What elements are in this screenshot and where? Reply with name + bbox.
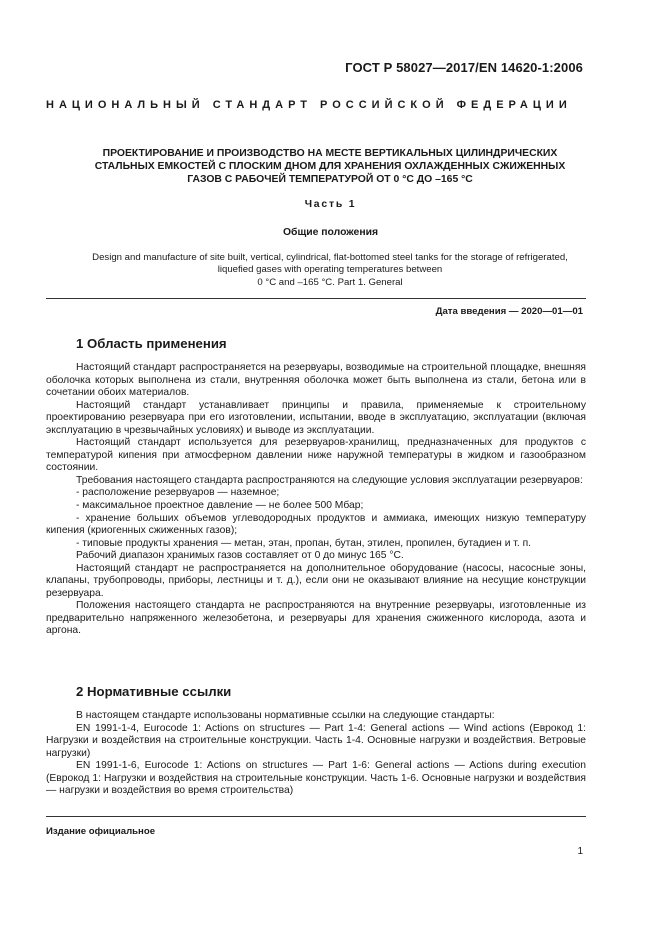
page-number: 1 [577,846,583,857]
paragraph: Настоящий стандарт устанавливает принципы и правила, применяемые к строительному проектированию резервуара при его изготовлении, испытании, вводе в эксплуатацию, эксплуатации (включая эксплуатацию в чрезвычайных условиях) и выводе из эксплуатации. [46,399,586,436]
title-line: ГАЗОВ С РАБОЧЕЙ ТЕМПЕРАТУРОЙ ОТ 0 °С ДО –165 °С [187,174,473,185]
list-item: - расположение резервуаров — наземное; [76,487,280,499]
section-1-body [46,362,586,638]
paragraph: Положения настоящего стандарта не распространяются на внутренние резервуары, изготовленные из предварительно напряженного железобетона, и резервуары для хранения сжиженного кислорода, азота и аргона. [46,600,586,637]
paragraph: Настоящий стандарт не распространяется на дополнительное оборудование (насосы, насосные зоны, клапаны, трубопроводы, приборы, лестницы и т. д.), если они не оказывают влияние на несущие конструкции резервуара. [46,562,586,599]
part-label: Часть 1 [304,199,357,210]
paragraph: Настоящий стандарт распространяется на резервуары, возводимые на строительной площадке, внешняя оболочка которых выполнена из стали, внутренняя оболочка может быть выполнена из стали, бетона или в сочетании обоих материалов. [46,362,586,399]
title-line: СТАЛЬНЫХ ЕМКОСТЕЙ С ПЛОСКИМ ДНОМ ДЛЯ ХРАНЕНИЯ ОХЛАЖДЕННЫХ СЖИЖЕННЫХ [94,161,566,172]
list-item: - максимальное проектное давление — не более 500 Мбар; [76,500,364,512]
subtitle: Общие положения [282,227,379,238]
title-line: ПРОЕКТИРОВАНИЕ И ПРОИЗВОДСТВО НА МЕСТЕ ВЕРТИКАЛЬНЫХ ЦИЛИНДРИЧЕСКИХ [102,148,558,159]
section-heading: 1 Область применения [76,336,227,351]
standard-code: ГОСТ Р 58027—2017/EN 14620-1:2006 [345,60,583,75]
english-title-line: liquefied gases with operating temperatures between [217,264,443,276]
list-item: - типовые продукты хранения — метан, этан, пропан, бутан, этилен, пропилен, бутадиен и т. п. [76,537,532,549]
introduction-date: Дата введения — 2020—01—01 [435,306,583,317]
document-title [40,147,620,186]
paragraph: В настоящем стандарте использованы нормативные ссылки на следующие стандарты: [76,710,495,721]
list-item: - хранение больших объемов углеводородных продуктов и аммиака, имеющих низкую температуру кипения (криогенных сжиженных газов); [46,512,586,537]
english-title-line: 0 °C and –165 °C. Part 1. General [257,276,403,288]
footer-divider [46,816,586,817]
divider [46,298,586,299]
section-heading: 2 Нормативные ссылки [76,684,232,699]
national-standard-title: НАЦИОНАЛЬНЫЙ СТАНДАРТ РОССИЙСКОЙ ФЕДЕРАЦИИ [46,99,572,111]
paragraph: Рабочий диапазон хранимых газов составляет от 0 до минус 165 °С. [76,550,404,562]
edition-label: Издание официальное [46,826,156,837]
english-title [50,252,610,289]
reference-item: EN 1991-1-6, Eurocode 1: Actions on structures — Part 1-6: General actions — Actions during execution (Еврокод 1: Нагрузки и воздействия на строительные конструкции. Часть 1-6. Основные нагрузки и воздействия — нагрузки и воздействия во время строительства) [46,760,586,797]
section-2-body [46,710,586,798]
paragraph: Требования настоящего стандарта распространяются на следующие условия эксплуатации резервуаров: [76,474,583,486]
paragraph: Настоящий стандарт используется для резервуаров-хранилищ, предназначенных для продуктов с температурой кипения при атмосферном давлении ниже наружной температуры в жидком и газообразном состоянии. [46,437,586,474]
reference-item: EN 1991-1-4, Eurocode 1: Actions on structures — Part 1-4: General actions — Wind actions (Еврокод 1: Нагрузки и воздействия на строительные конструкции. Часть 1-4. Основные нагрузки и воздействия. Ветровые нагрузки) [46,722,586,759]
english-title-line: Design and manufacture of site built, vertical, cylindrical, flat-bottomed steel tanks for the storage of refrigerated, [92,252,568,263]
